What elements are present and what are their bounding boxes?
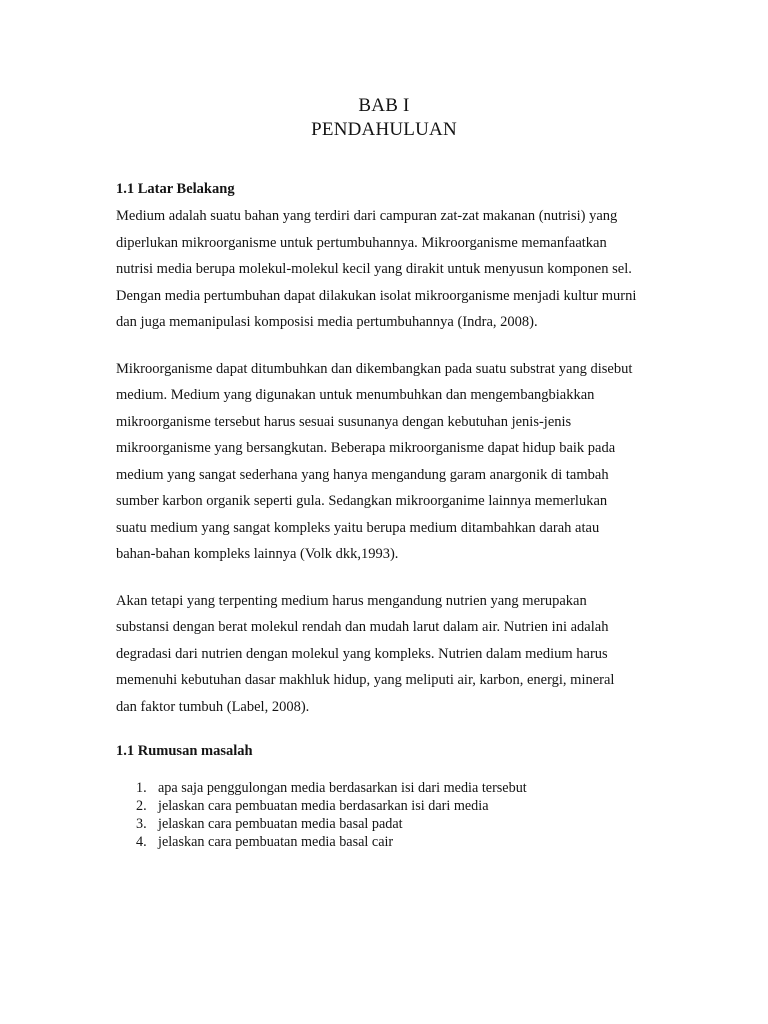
list-item bbox=[136, 815, 403, 833]
paragraph-3-line: dan faktor tumbuh (Label, 2008). bbox=[116, 699, 310, 715]
paragraph-3-line: degradasi dari nutrien dengan molekul yang kompleks. Nutrien dalam medium harus bbox=[116, 646, 608, 662]
section-heading-problem: 1.1 Rumusan masalah bbox=[116, 743, 253, 759]
list-item-text: jelaskan cara pembuatan media basal padat bbox=[158, 816, 403, 832]
paragraph-3-line: Akan tetapi yang terpenting medium harus mengandung nutrien yang merupakan bbox=[116, 593, 587, 609]
paragraph-1-line: diperlukan mikroorganisme untuk pertumbuhannya. Mikroorganisme memanfaatkan bbox=[116, 235, 607, 251]
chapter-title: PENDAHULUAN bbox=[311, 119, 457, 140]
chapter-number: BAB I bbox=[358, 95, 410, 116]
paragraph-1-line: nutrisi media berupa molekul-molekul kecil yang dirakit untuk menyusun komponen sel. bbox=[116, 261, 632, 277]
list-item-text: jelaskan cara pembuatan media berdasarkan isi dari media bbox=[158, 798, 489, 814]
list-item-number: 3. bbox=[136, 816, 147, 832]
paragraph-2-line: mikroorganisme tersebut harus sesuai susunanya dengan kebutuhan jenis-jenis bbox=[116, 414, 572, 430]
list-item bbox=[136, 797, 489, 815]
list-item-text: jelaskan cara pembuatan media basal cair bbox=[158, 834, 394, 850]
paragraph-2-line: sumber karbon organik seperti gula. Sedangkan mikroorganime lainnya memerlukan bbox=[116, 493, 608, 509]
paragraph-2-line: mikroorganisme yang bersangkutan. Beberapa mikroorganisme dapat hidup baik pada bbox=[116, 440, 616, 456]
paragraph-2-line: bahan-bahan kompleks lainnya (Volk dkk,1993). bbox=[116, 546, 399, 562]
list-item-text: apa saja penggulongan media berdasarkan isi dari media tersebut bbox=[158, 780, 527, 796]
paragraph-3-line: memenuhi kebutuhan dasar makhluk hidup, yang meliputi air, karbon, energi, mineral bbox=[116, 672, 615, 688]
paragraph-2-line: Mikroorganisme dapat ditumbuhkan dan dikembangkan pada suatu substrat yang disebut bbox=[116, 361, 633, 377]
paragraph-2-line: suatu medium yang sangat kompleks yaitu berupa medium ditambahkan darah atau bbox=[116, 520, 600, 536]
paragraph-1-line: dan juga memanipulasi komposisi media pertumbuhannya (Indra, 2008). bbox=[116, 314, 538, 330]
list-item-number: 1. bbox=[136, 780, 147, 796]
list-item-number: 2. bbox=[136, 798, 147, 814]
paragraph-1-line: Dengan media pertumbuhan dapat dilakukan isolat mikroorganisme menjadi kultur murni bbox=[116, 288, 637, 304]
paragraph-1-line: Medium adalah suatu bahan yang terdiri dari campuran zat-zat makanan (nutrisi) yang bbox=[116, 208, 618, 224]
list-item bbox=[136, 833, 393, 851]
paragraph-2-line: medium. Medium yang digunakan untuk menumbuhkan dan mengembangbiakkan bbox=[116, 387, 595, 403]
paragraph-2-line: medium yang sangat sederhana yang hanya mengandung garam anargonik di tambah bbox=[116, 467, 609, 483]
list-item bbox=[136, 779, 527, 797]
list-item-number: 4. bbox=[136, 834, 147, 850]
paragraph-3-line: substansi dengan berat molekul rendah dan mudah larut dalam air. Nutrien ini adalah bbox=[116, 619, 609, 635]
section-heading-background: 1.1 Latar Belakang bbox=[116, 181, 235, 197]
